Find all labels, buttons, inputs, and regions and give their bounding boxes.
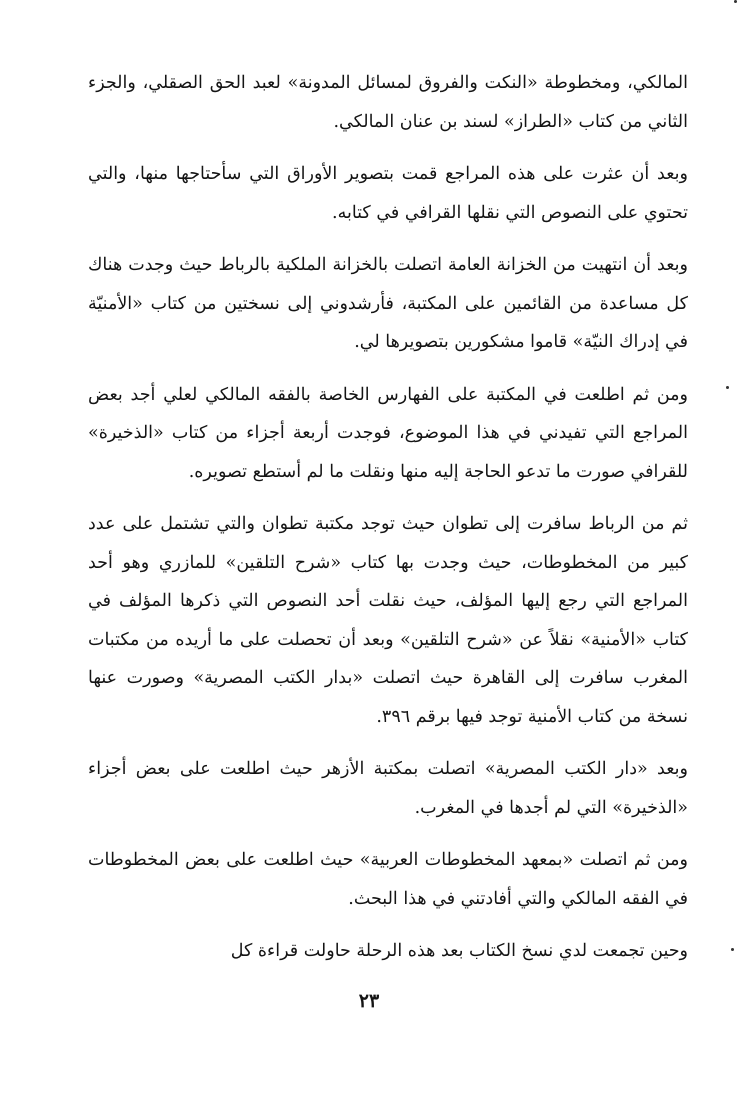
paragraph-3: وبعد أن انتهيت من الخزانة العامة اتصلت بالخزانة الملكية بالرباط حيث وجدت هناك كل مساعدة من القائمين على المكتبة، فأرشدوني إلى نسختين من كتاب «الأمنيّة في إدراك النيّة» قاموا مشكورين بتصويرها لي. [88,255,688,352]
scan-speck [726,386,729,389]
paragraph-6: وبعد «دار الكتب المصرية» اتصلت بمكتبة الأزهر حيث اطلعت على بعض أجزاء «الذخيرة» التي لم أجدها في المغرب. [88,759,688,818]
paragraph-2: وبعد أن عثرت على هذه المراجع قمت بتصوير الأوراق التي سأحتاجها منها، والتي تحتوي على النصوص التي نقلها القرافي في كتابه. [88,164,688,223]
scan-speck [734,0,737,3]
paragraph-7: ومن ثم اتصلت «بمعهد المخطوطات العربية» حيث اطلعت على بعض المخطوطات في الفقه المالكي والتي أفادتني في هذا البحث. [88,850,688,909]
paragraph-5: ثم من الرباط سافرت إلى تطوان حيث توجد مكتبة تطوان والتي تشتمل على عدد كبير من المخطوطات، حيث وجدت بها كتاب «شرح التلقين» للمازري وهو أحد المراجع التي رجع إليها المؤلف، حيث نقلت أحد النصوص التي ذكرها المؤلف في كتاب «الأمنية» نقلاً عن «شرح التلقين» وبعد أن تحصلت على ما أريده من مكتبات المغرب سافرت إلى القاهرة حيث اتصلت «بدار الكتب المصرية» وصورت عنها نسخة من كتاب الأمنية توجد فيها برقم ٣٩٦. [88,514,688,727]
body-text [88,64,688,985]
paragraph-4: ومن ثم اطلعت في المكتبة على الفهارس الخاصة بالفقه المالكي لعلي أجد بعض المراجع التي تفيدني في هذا الموضوع، فوجدت أربعة أجزاء من كتاب «الذخيرة» للقرافي صورت ما تدعو الحاجة إليه منها ونقلت ما لم أستطع تصويره. [88,384,688,482]
paragraph-1: المالكي، ومخطوطة «النكت والفروق لمسائل المدونة» لعبد الحق الصقلي، والجزء الثاني من كتاب «الطراز» لسند بن عنان المالكي. [88,73,688,132]
paragraph-8: وحين تجمعت لدي نسخ الكتاب بعد هذه الرحلة حاولت قراءة كل [230,941,688,961]
page-number: ٢٣ [358,990,380,1012]
scan-speck [731,948,734,951]
